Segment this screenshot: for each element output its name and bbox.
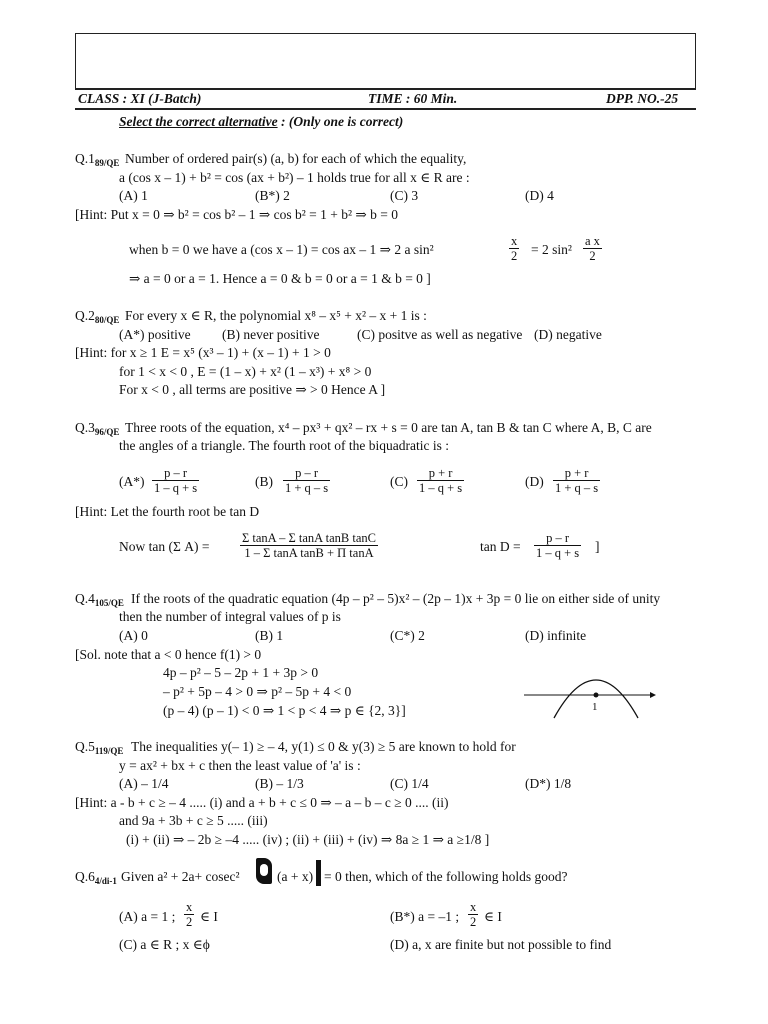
q3-text2: the angles of a triangle. The fourth root of the biquadratic is : (119, 438, 450, 453)
q5-text1: The inequalities y(– 1) ≥ – 4, y(1) ≤ 0 & y(3) ≥ 5 are known to hold for (131, 739, 516, 754)
header-bottom-rule (75, 108, 696, 110)
q2-sub: 80/QE (94, 315, 120, 325)
q3-frac-d (553, 466, 600, 495)
q6-opt-d: (D) a, x are finite but not possible to find (390, 937, 612, 952)
q6-garbled-bracket-icon (256, 858, 274, 888)
q5-text2: y = ax² + bx + c then the least value of 'a' is : (119, 758, 361, 773)
q6-opt-a-frac (184, 900, 194, 929)
q3-number (75, 420, 119, 440)
q5-number (75, 739, 123, 759)
q5-opt-b: (B) – 1/3 (255, 776, 304, 791)
q2-number (75, 308, 119, 328)
q4-graph-arrow (650, 692, 656, 698)
q6-opt-a-text: (A) a = 1 ; (119, 909, 176, 924)
q1-hint2a: when b = 0 we have a (cos x – 1) = cos ax – 1 ⇒ 2 a sin² (129, 242, 434, 257)
q4-num: Q.4 (75, 591, 95, 606)
q1-num: Q.1 (75, 151, 95, 166)
q6-text1c: = 0 then, which of the following holds good? (324, 869, 568, 884)
q3-close: ] (595, 539, 600, 554)
class-label: CLASS : XI (J-Batch) (78, 91, 202, 106)
q3-hint2b: tan D = (480, 539, 521, 554)
q6-garbled-bar-icon (316, 860, 321, 886)
q6-num: Q.6 (75, 869, 95, 884)
q4-sol2: 4p – p² – 5 – 2p + 1 + 3p > 0 (163, 665, 319, 680)
q3-frac-b-den: 1 + q – s (285, 481, 329, 495)
instruction (119, 114, 403, 130)
q3-frac-a (152, 466, 199, 495)
q6-opt-a-frac-den: 2 (186, 915, 193, 929)
q1-hint2b: = 2 sin² (531, 242, 572, 257)
q5-hint1: [Hint: a - b + c ≥ – 4 ..... (i) and a + b + c ≤ 0 ⇒ – a – b – c ≥ 0 .... (ii) (75, 795, 449, 810)
q2-hint2: for 1 < x < 0 , E = (1 – x) + x² (1 – x³) + x⁸ > 0 (119, 364, 372, 379)
q3-opt-a-label: (A*) (119, 474, 145, 489)
q1-frac-x-den: 2 (511, 249, 518, 263)
q1-frac-x-num: x (511, 234, 518, 248)
q1-frac-ax-den: 2 (583, 248, 602, 263)
q4-text2: then the number of integral values of p is (119, 609, 341, 624)
q1-sub: 89/QE (94, 158, 120, 168)
q1-frac-ax-num: a x (585, 234, 600, 248)
q4-number (75, 591, 124, 611)
q4-sub: 105/QE (94, 598, 124, 608)
q3-hint2: Now tan (Σ A) = (119, 539, 210, 554)
q4-graph-point (594, 693, 599, 698)
q1-text2: a (cos x – 1) + b² = cos (ax + b²) – 1 holds true for all x ∈ R are : (119, 170, 470, 185)
q5-opt-a: (A) – 1/4 (119, 776, 169, 791)
q6-text1a: Given a² + 2a+ cosec² (121, 869, 240, 884)
q3-frac-tand (534, 531, 581, 560)
q6-opt-b-frac (468, 900, 478, 929)
q6-text1b: (a + x) (277, 869, 314, 884)
q5-opt-c: (C) 1/4 (390, 776, 429, 791)
q1-number (75, 151, 119, 171)
q3-frac-c-den: 1 – q + s (419, 481, 463, 495)
q1-opt-d: (D) 4 (525, 188, 554, 203)
q1-opt-b: (B*) 2 (255, 188, 290, 203)
q2-hint1: [Hint: for x ≥ 1 E = x⁵ (x³ – 1) + (x – 1) + 1 > 0 (75, 345, 331, 360)
q2-text1: For every x ∈ R, the polynomial x⁸ – x⁵ + x² – x + 1 is : (125, 308, 427, 323)
q5-hint2: and 9a + 3b + c ≥ 5 ..... (iii) (119, 813, 268, 828)
q4-opt-c: (C*) 2 (390, 628, 425, 643)
q3-text1: Three roots of the equation, x⁴ – px³ + qx² – rx + s = 0 are tan A, tan B & tan C where A, B, C are (125, 420, 652, 435)
q3-frac-b-num: p – r (295, 466, 319, 480)
q3-frac-c (417, 466, 464, 495)
instruction-underlined: Select the correct alternative (119, 114, 278, 129)
q3-frac-c-num: p + r (428, 466, 453, 480)
q3-hint1: [Hint: Let the fourth root be tan D (75, 504, 260, 519)
time-label: TIME : 60 Min. (368, 91, 458, 106)
q6-sub: 4/di-1 (94, 876, 117, 886)
q4-sol1: [Sol. note that a < 0 hence f(1) > 0 (75, 647, 262, 662)
q2-opt-d: (D) negative (534, 327, 602, 342)
q3-opt-d-label: (D) (525, 474, 544, 489)
q6-opt-c: (C) a ∈ R ; x ∈ϕ (119, 937, 210, 952)
q2-opt-a: (A*) positive (119, 327, 191, 342)
q3-frac-a-den: 1 – q + s (154, 481, 198, 495)
q3-frac-d-den: 1 + q – s (555, 481, 599, 495)
q3-frac-tan-den: 1 – Σ tanA tanB + Π tanA (240, 545, 378, 560)
q5-sub: 119/QE (94, 746, 124, 756)
header-divider (75, 89, 696, 90)
q1-frac-ax (583, 234, 602, 263)
q4-opt-b: (B) 1 (255, 628, 284, 643)
header-box (75, 33, 696, 89)
q3-num: Q.3 (75, 420, 95, 435)
q1-opt-c: (C) 3 (390, 188, 419, 203)
q4-graph-label: 1 (592, 701, 598, 713)
q4-parabola-graph (524, 660, 658, 720)
q3-frac-b (283, 466, 330, 495)
q4-opt-a: (A) 0 (119, 628, 148, 643)
q6-opt-b-tail: ∈ I (484, 909, 502, 924)
q1-opt-a: (A) 1 (119, 188, 148, 203)
q1-hint1: [Hint: Put x = 0 ⇒ b² = cos b² – 1 ⇒ cos b² = 1 + b² ⇒ b = 0 (75, 207, 398, 222)
q6-opt-a-frac-num: x (186, 900, 193, 914)
q3-frac-tan (240, 531, 378, 560)
q4-text1: If the roots of the quadratic equation (4p – p² – 5)x² – (2p – 1)x + 3p = 0 lie on either side of unity (131, 591, 661, 606)
q3-opt-c-label: (C) (390, 474, 408, 489)
q5-num: Q.5 (75, 739, 95, 754)
q4-opt-d: (D) infinite (525, 628, 587, 643)
q3-frac-d-num: p + r (564, 466, 589, 480)
q2-num: Q.2 (75, 308, 95, 323)
q5-hint3: (i) + (ii) ⇒ – 2b ≥ –4 ..... (iv) ; (ii) + (iii) + (iv) ⇒ 8a ≥ 1 ⇒ a ≥1/8 ] (126, 832, 490, 847)
q2-hint3: For x < 0 , all terms are positive ⇒ > 0 Hence A ] (119, 382, 386, 397)
q1-hint3: ⇒ a = 0 or a = 1. Hence a = 0 & b = 0 or a = 1 & b = 0 ] (129, 271, 431, 286)
q1-text1: Number of ordered pair(s) (a, b) for each of which the equality, (125, 151, 467, 166)
q3-frac-a-num: p – r (164, 466, 188, 480)
q6-opt-a-tail: ∈ I (200, 909, 218, 924)
q5-opt-d: (D*) 1/8 (525, 776, 572, 791)
q6-number (75, 869, 117, 889)
q2-opt-c: (C) positve as well as negative (357, 327, 523, 342)
q2-opt-b: (B) never positive (222, 327, 320, 342)
q3-frac-tand-den: 1 – q + s (536, 546, 580, 560)
q6-opt-b-frac-den: 2 (470, 915, 477, 929)
q3-opt-b-label: (B) (255, 474, 273, 489)
q3-frac-tand-num: p – r (546, 531, 570, 545)
q4-sol3: – p² + 5p – 4 > 0 ⇒ p² – 5p + 4 < 0 (163, 684, 352, 699)
q6-opt-b-frac-num: x (470, 900, 477, 914)
q6-opt-b-text: (B*) a = –1 ; (390, 909, 460, 924)
q3-frac-tan-num: Σ tanA – Σ tanA tanB tanC (242, 531, 376, 545)
q3-sub: 96/QE (94, 427, 120, 437)
q1-frac-x (509, 234, 519, 263)
instruction-rest: : (Only one is correct) (277, 114, 404, 129)
q4-sol4: (p – 4) (p – 1) < 0 ⇒ 1 < p < 4 ⇒ p ∈ {2, 3}] (163, 703, 406, 718)
dpp-label: DPP. NO.-25 (606, 91, 679, 106)
